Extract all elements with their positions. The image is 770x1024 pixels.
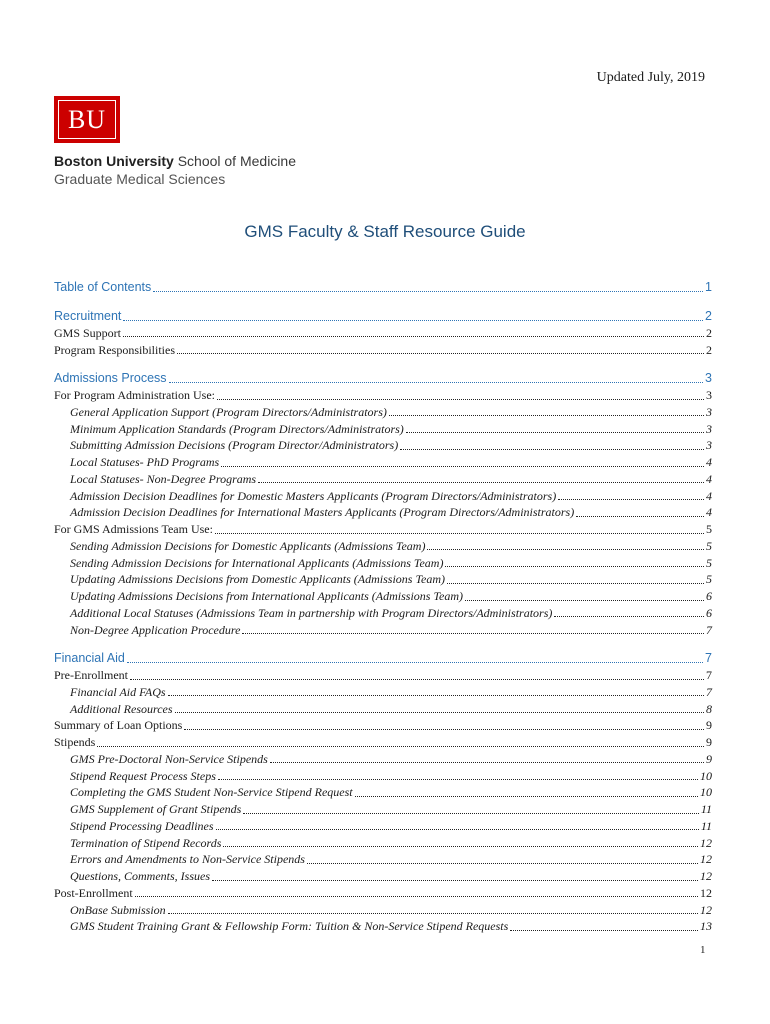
toc-entry-page: 10 [700,785,712,800]
toc-dot-leader [554,615,704,617]
toc-entry-page: 3 [705,370,712,385]
toc-entry-page: 10 [700,768,712,783]
toc-entry-label: Stipends [54,735,96,750]
toc-entry-label: For GMS Admissions Team Use: [54,522,213,537]
toc-entry-label: Questions, Comments, Issues [70,869,210,884]
toc-entry[interactable] [54,766,712,783]
toc-entry-label: Local Statuses- Non-Degree Programs [70,471,257,486]
toc-entry[interactable] [54,324,712,341]
toc-dot-leader [216,828,699,830]
toc-entry-page: 11 [700,818,712,833]
toc-entry-page: 4 [706,488,712,503]
toc-entry[interactable] [54,783,712,800]
school-name: School of Medicine [173,153,296,169]
toc-section-heading[interactable] [54,369,712,386]
toc-entry-page: 3 [706,388,712,403]
toc-dot-leader [175,711,704,713]
toc-entry[interactable] [54,553,712,570]
toc-entry[interactable] [54,917,712,934]
toc-entry[interactable] [54,470,712,487]
toc-entry-page: 11 [700,802,712,817]
toc-entry-page: 9 [706,735,712,750]
toc-dot-leader [212,879,698,881]
toc-entry[interactable] [54,716,712,733]
toc-entry-page: 2 [706,342,712,357]
toc-entry[interactable] [54,419,712,436]
toc-entry[interactable] [54,620,712,637]
toc-dot-leader [223,845,698,847]
toc-section-heading[interactable] [54,307,712,324]
toc-entry-page: 7 [706,684,712,699]
toc-entry-label: Admissions Process [54,370,167,385]
toc-entry-page: 7 [705,650,712,665]
toc-entry[interactable] [54,850,712,867]
document-title: GMS Faculty & Staff Resource Guide [244,222,526,241]
toc-entry-page: 3 [706,438,712,453]
toc-dot-leader [355,795,698,797]
toc-entry-page: 4 [706,455,712,470]
bu-logo [54,96,120,143]
toc-entry-label: Pre-Enrollment [54,668,128,683]
toc-entry[interactable] [54,340,712,357]
toc-spacer [54,295,712,307]
toc-entry-page: 12 [700,835,712,850]
toc-entry-page: 2 [705,308,712,323]
toc-entry-label: GMS Supplement of Grant Stipends [70,802,242,817]
toc-entry[interactable] [54,436,712,453]
toc-entry-label: Termination of Stipend Records [70,835,222,850]
toc-entry-label: Program Responsibilities [54,342,175,357]
toc-entry-label: Post-Enrollment [54,885,133,900]
toc-entry[interactable] [54,486,712,503]
division-name: Graduate Medical Sciences [54,171,226,187]
toc-entry[interactable] [54,900,712,917]
toc-entry-page: 5 [706,522,712,537]
toc-entry[interactable] [54,386,712,403]
toc-entry-page: 12 [700,869,712,884]
toc-entry-label: Minimum Application Standards (Program Directors/Administrators) [70,421,404,436]
toc-dot-leader [123,319,703,321]
toc-entry-label: GMS Support [54,325,122,340]
toc-entry-page: 9 [706,751,712,766]
toc-entry-page: 3 [706,404,712,419]
toc-section-heading[interactable] [54,649,712,666]
toc-entry-label: Stipend Processing Deadlines [70,818,214,833]
toc-entry-label: Summary of Loan Options [54,718,183,733]
toc-spacer [54,637,712,649]
toc-entry-label: Sending Admission Decisions for International Applicants (Admissions Team) [70,555,444,570]
toc-dot-leader [97,745,704,747]
toc-entry-page: 4 [706,505,712,520]
toc-entry-page: 3 [706,421,712,436]
toc-entry-label: Financial Aid [54,650,125,665]
toc-entry-label: Financial Aid FAQs [70,684,166,699]
toc-entry[interactable] [54,884,712,901]
toc-dot-leader [258,481,704,483]
toc-entry-label: Local Statuses- PhD Programs [70,455,220,470]
toc-entry[interactable] [54,537,712,554]
updated-date: Updated July, 2019 [596,70,705,85]
university-name: Boston University [54,153,174,169]
toc-entry-page: 4 [706,471,712,486]
toc-entry[interactable] [54,699,712,716]
toc-spacer [54,357,712,369]
toc-dot-leader [400,448,704,450]
table-of-contents [54,278,712,934]
toc-entry-label: Stipend Request Process Steps [70,768,216,783]
toc-dot-leader [169,381,704,383]
toc-entry-label: Table of Contents [54,279,152,294]
toc-entry-label: Recruitment [54,308,122,323]
toc-dot-leader [221,465,704,467]
toc-entry[interactable] [54,867,712,884]
page-number: 1 [700,944,706,956]
toc-dot-leader [389,414,704,416]
toc-entry-page: 7 [706,668,712,683]
toc-entry[interactable] [54,666,712,683]
toc-dot-leader [465,599,704,601]
toc-entry[interactable] [54,800,712,817]
toc-entry-label: Admission Decision Deadlines for International Masters Applicants (Program Directors/Administrators) [70,505,575,520]
toc-dot-leader [168,912,698,914]
toc-entry-page: 12 [700,885,712,900]
toc-entry[interactable] [54,833,712,850]
bu-logo-text: BU [67,104,107,134]
toc-entry-page: 8 [706,701,712,716]
toc-entry[interactable] [54,683,712,700]
toc-dot-leader [168,694,704,696]
toc-entry-label: Non-Degree Application Procedure [70,622,241,637]
toc-dot-leader [406,431,704,433]
toc-dot-leader [576,515,704,517]
toc-entry-page: 1 [705,279,712,294]
toc-entry-page: 5 [706,572,712,587]
toc-entry-page: 12 [700,852,712,867]
toc-entry-page: 6 [706,589,712,604]
toc-entry[interactable] [54,503,712,520]
toc-entry-page: 6 [706,605,712,620]
toc-entry-page: 5 [706,538,712,553]
toc-dot-leader [217,398,704,400]
toc-dot-leader [135,895,698,897]
toc-entry[interactable] [54,403,712,420]
toc-entry[interactable] [54,453,712,470]
toc-entry[interactable] [54,587,712,604]
toc-dot-leader [153,290,703,292]
toc-entry[interactable] [54,750,712,767]
toc-entry-label: Sending Admission Decisions for Domestic Applicants (Admissions Team) [70,538,426,553]
toc-entry-label: Additional Local Statuses (Admissions Team in partnership with Program Directors/Administrators) [70,605,553,620]
toc-dot-leader [177,352,704,354]
toc-dot-leader [215,532,704,534]
toc-entry-label: GMS Student Training Grant & Fellowship Form: Tuition & Non-Service Stipend Requests [70,919,509,934]
toc-entry-label: GMS Pre-Doctoral Non-Service Stipends [70,751,268,766]
toc-dot-leader [427,548,704,550]
toc-entry-label: For Program Administration Use: [54,388,215,403]
toc-dot-leader [243,812,699,814]
toc-dot-leader [558,498,704,500]
toc-entry-label: Updating Admissions Decisions from Domestic Applicants (Admissions Team) [70,572,446,587]
toc-entry-label: OnBase Submission [70,902,166,917]
toc-entry-label: Updating Admissions Decisions from International Applicants (Admissions Team) [70,589,464,604]
toc-entry-label: Admission Decision Deadlines for Domestic Masters Applicants (Program Directors/Administrators) [70,488,557,503]
toc-dot-leader [123,335,704,337]
toc-dot-leader [130,678,704,680]
toc-entry-label: Additional Resources [70,701,173,716]
toc-dot-leader [184,728,704,730]
toc-dot-leader [445,565,704,567]
toc-dot-leader [127,661,703,663]
toc-entry-page: 7 [706,622,712,637]
toc-entry-page: 2 [706,325,712,340]
toc-entry-page: 12 [700,902,712,917]
toc-entry[interactable] [54,520,712,537]
toc-dot-leader [510,929,698,931]
toc-entry-label: Errors and Amendments to Non-Service Stipends [70,852,305,867]
toc-dot-leader [242,632,704,634]
toc-entry-label: Completing the GMS Student Non-Service Stipend Request [70,785,353,800]
toc-entry-label: Submitting Admission Decisions (Program Director/Administrators) [70,438,399,453]
toc-entry-page: 5 [706,555,712,570]
toc-dot-leader [270,761,704,763]
toc-entry[interactable] [54,604,712,621]
toc-dot-leader [447,582,704,584]
toc-dot-leader [218,778,698,780]
toc-entry[interactable] [54,817,712,834]
toc-dot-leader [307,862,698,864]
toc-entry-label: General Application Support (Program Directors/Administrators) [70,404,387,419]
toc-section-heading[interactable] [54,278,712,295]
toc-entry-page: 9 [706,718,712,733]
toc-entry[interactable] [54,570,712,587]
toc-entry[interactable] [54,733,712,750]
toc-entry-page: 13 [700,919,712,934]
institution-line [54,153,296,169]
